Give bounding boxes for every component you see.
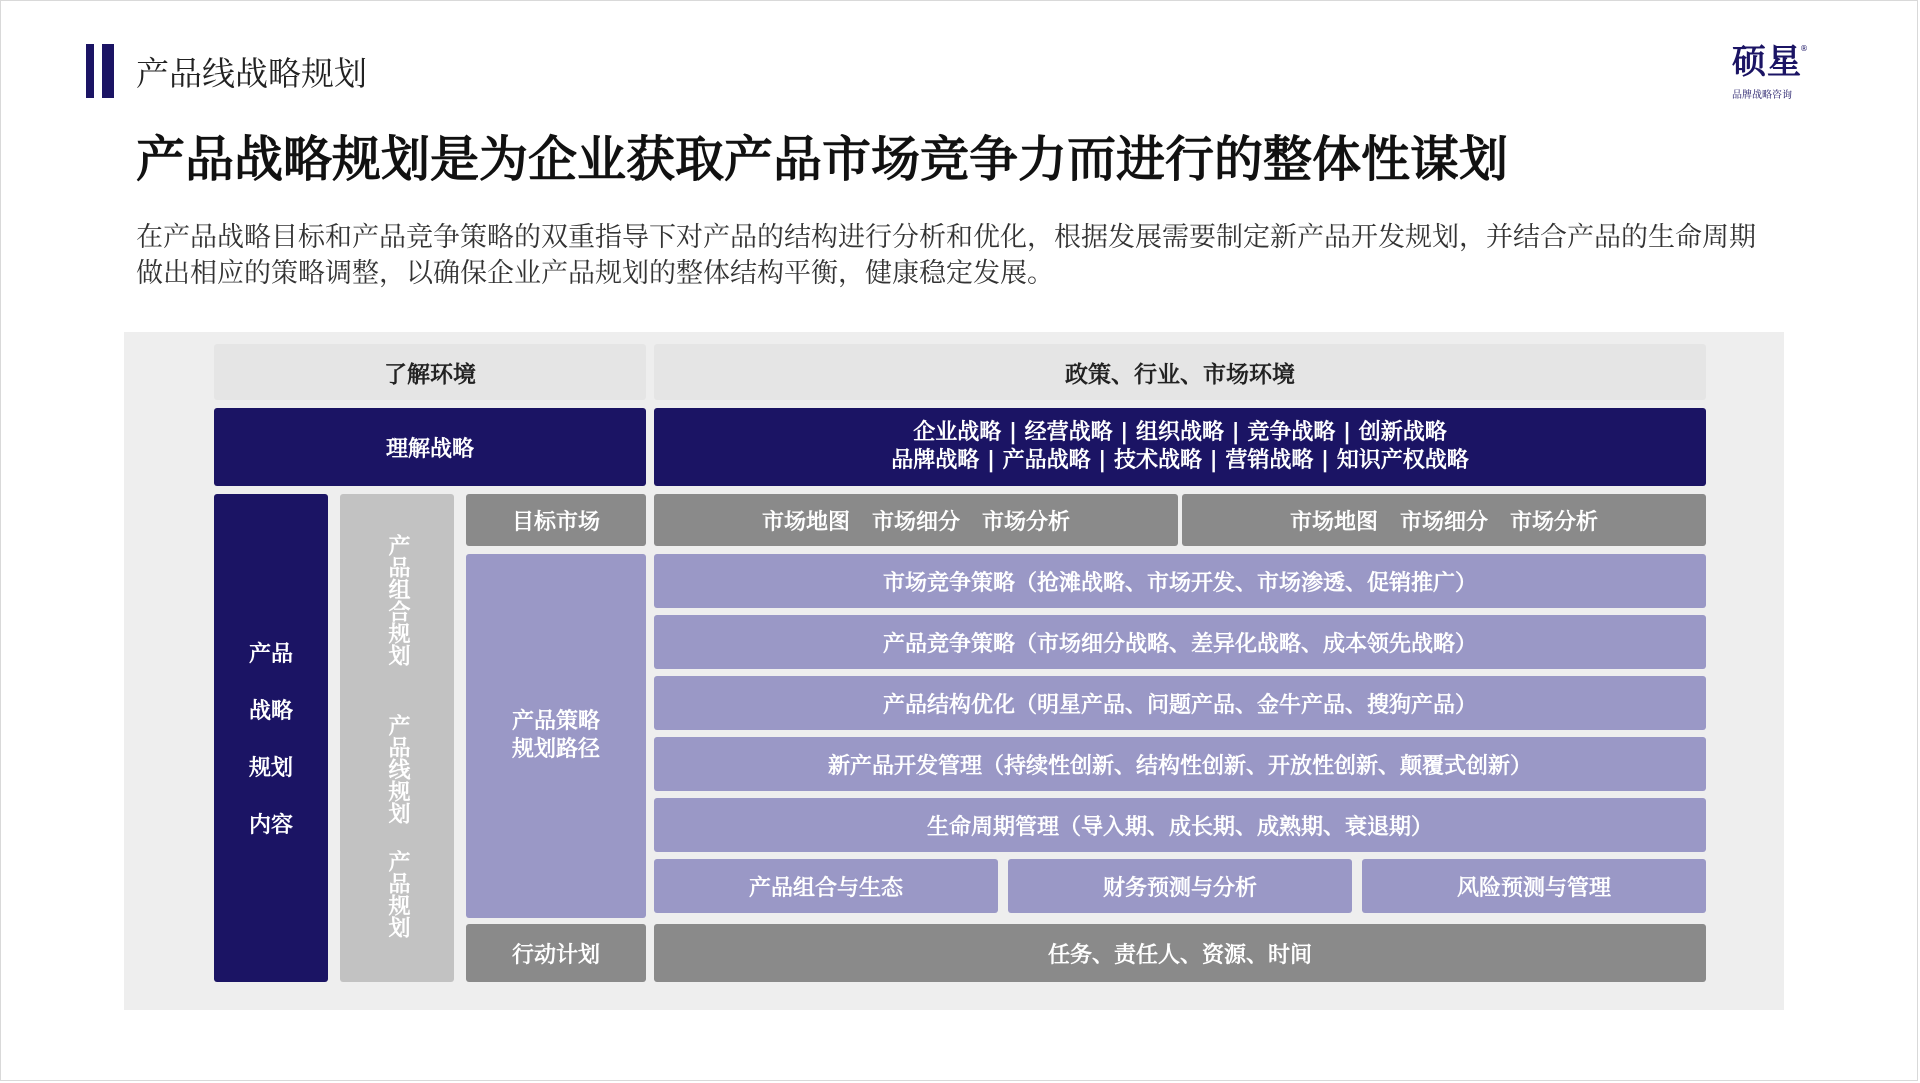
section-title: 产品线战略规划 [136,54,367,93]
path-label [466,554,646,918]
planning-levels-column [340,494,454,982]
brand-logo [1728,42,1808,102]
env-value: 政策、行业、市场环境 [654,344,1706,400]
page-headline: 产品战略规划是为企业获取产品市场竞争力而进行的整体性谋划 [136,131,1509,188]
target-market-left: 市场地图 市场细分 市场分析 [654,494,1178,546]
logo-text: 硕星 [1732,42,1802,82]
target-market-label: 目标市场 [466,494,646,546]
diagram-panel [124,332,1784,1010]
target-market-right: 市场地图 市场细分 市场分析 [1182,494,1706,546]
path-item-new-product-development: 新产品开发管理（持续性创新、结构性创新、开放性创新、颠覆式创新） [654,737,1706,791]
content-label-word: 战略 [248,699,293,724]
page-description: 在产品战略目标和产品竞争策略的双重指导下对产品的结构进行分析和优化，根据发展需要制定新产品开发规划，并结合产品的生命周期做出相应的策略调整，以确保企业产品规划的整体结构平衡，健康稳定发展。 [136,222,1756,289]
content-label-word: 产品 [248,642,293,667]
path-item-portfolio-ecosystem: 产品组合与生态 [654,859,998,913]
title-accent-bar [102,44,114,98]
content-label-column [214,494,328,982]
content-label-word: 规划 [248,756,293,781]
content-label-word: 内容 [248,813,293,838]
action-plan-value: 任务、责任人、资源、时间 [654,924,1706,982]
path-item-risk-forecast: 风险预测与管理 [1362,859,1706,913]
env-label: 了解环境 [214,344,646,400]
path-item-market-competition: 市场竞争策略（抢滩战略、市场开发、市场渗透、促销推广） [654,554,1706,608]
path-item-structure-optimization: 产品结构优化（明星产品、问题产品、金牛产品、搜狗产品） [654,676,1706,730]
path-item-product-competition: 产品竞争策略（市场细分战略、差异化战略、成本领先战略） [654,615,1706,669]
logo-subtitle: 品牌战略咨询 [1732,90,1792,101]
strategy-line-2: 品牌战略 | 产品战略 | 技术战略 | 营销战略 | 知识产权战略 [891,448,1469,473]
level-product: 产品规划 [385,850,410,938]
action-plan-label: 行动计划 [466,924,646,982]
level-product-line: 产品线规划 [385,714,410,824]
path-item-financial-forecast: 财务预测与分析 [1008,859,1352,913]
path-label-line-2: 规划路径 [511,737,600,762]
strategy-line-1: 企业战略 | 经营战略 | 组织战略 | 竞争战略 | 创新战略 [913,420,1447,445]
title-accent-bar [86,44,94,98]
path-label-line-1: 产品策略 [511,709,600,734]
level-portfolio: 产品组合规划 [385,534,410,666]
path-item-lifecycle-management: 生命周期管理（导入期、成长期、成熟期、衰退期） [654,798,1706,852]
logo-registered-mark: ® [1800,44,1808,53]
strategy-label: 理解战略 [214,408,646,486]
strategy-list [654,408,1706,486]
